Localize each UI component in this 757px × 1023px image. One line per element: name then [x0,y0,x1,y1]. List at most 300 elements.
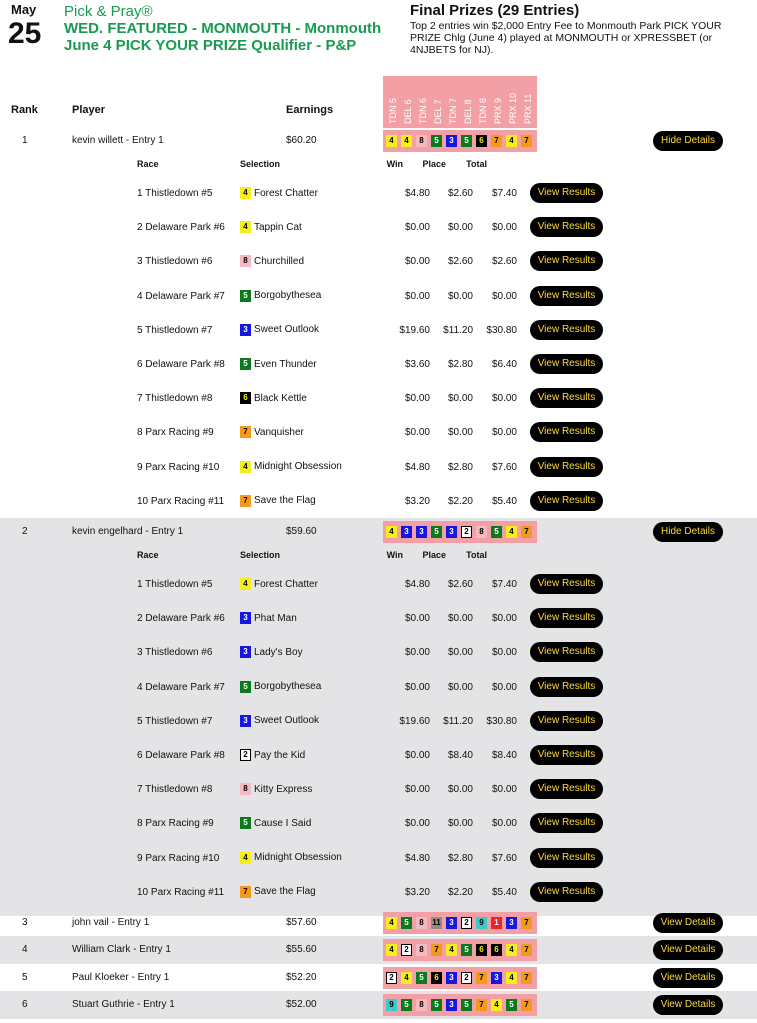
selection-strip [383,130,537,152]
view-results-button[interactable]: View Results [530,251,603,271]
prize-title: Final Prizes (29 Entries) [410,2,580,19]
view-results-button[interactable]: View Results [530,183,603,203]
win-value: $0.00 [404,393,430,405]
win-value: $3.60 [404,359,430,370]
view-results-button[interactable]: View Results [530,320,603,340]
horse-name: Forest Chatter [254,187,318,199]
selection [240,221,302,233]
horse-name: Lady's Boy [254,646,303,658]
pick-race-2: 4 [401,972,412,984]
total-value: $0.00 [491,818,517,830]
player-column-header: Player [72,104,106,116]
detail-header-win: Win [386,550,403,560]
place-value: $2.20 [447,886,473,898]
detail-header-win: Win [386,159,403,169]
pick-race-4: 6 [431,972,442,984]
selection [240,324,319,336]
pick-race-8: 4 [491,999,502,1011]
race-name: 1 Thistledown #5 [137,579,213,590]
pick-race-7: 8 [476,526,487,538]
selection-number: 5 [240,358,251,370]
hide-details-button[interactable]: Hide Details [653,131,723,151]
selection [240,392,307,404]
selection-number: 3 [240,715,251,727]
place-value: $8.40 [447,750,473,761]
win-value: $4.80 [404,579,430,590]
total-value: $0.00 [491,647,517,659]
place-value: $11.20 [443,715,473,727]
race-header-8 [491,76,506,128]
pick-race-9: 4 [506,135,517,147]
selection [240,358,317,370]
pick-race-3: 3 [416,526,427,538]
view-results-button[interactable]: View Results [530,745,603,765]
selection [240,495,316,507]
selection-strip [383,967,537,989]
pick-race-3: 8 [416,999,427,1011]
place-value: $0.00 [447,290,473,302]
race-name: 2 Delaware Park #6 [137,613,225,625]
win-value: $3.20 [404,886,430,898]
pick-race-9: 5 [506,999,517,1011]
rank-value: 5 [22,972,28,983]
player-name: kevin willett - Entry 1 [72,135,164,146]
selection [240,715,319,727]
player-name: john vail - Entry 1 [72,917,150,928]
view-results-button[interactable]: View Results [530,711,603,731]
pick-race-1: 2 [386,972,397,984]
total-value: $7.60 [491,852,517,864]
pick-race-4: 5 [431,999,442,1011]
place-value: $0.00 [447,613,473,625]
selection [240,578,318,590]
selection-number: 4 [240,187,251,199]
race-name: 7 Thistledown #8 [137,784,213,796]
detail-row [0,673,757,703]
view-results-button[interactable]: View Results [530,388,603,408]
selection [240,749,305,761]
place-value: $11.20 [443,324,473,336]
race-header-6 [461,76,476,128]
pick-race-7: 7 [476,999,487,1011]
total-value: $2.60 [491,256,517,268]
place-value: $2.80 [447,359,473,370]
pick-race-9: 4 [506,972,517,984]
selection-number: 4 [240,221,251,233]
earnings-value: $60.20 [286,135,317,146]
detail-header-total: Total [466,550,487,560]
race-name: 9 Parx Racing #10 [137,461,220,473]
race-header-4 [431,76,446,128]
pick-race-2: 2 [401,944,412,956]
selection-number: 5 [240,290,251,302]
pick-race-10: 7 [521,526,532,538]
race-header-label: TDN 5 [388,97,398,124]
horse-name: Black Kettle [254,392,307,404]
horse-name: Vanquisher [254,426,304,438]
earnings-value: $57.60 [286,917,317,928]
pick-race-2: 5 [401,917,412,929]
view-details-button[interactable]: View Details [653,968,723,988]
pick-race-6: 5 [461,944,472,956]
total-value: $30.80 [486,715,517,727]
total-value: $0.00 [491,393,517,405]
rank-value: 3 [22,917,28,928]
horse-name: Even Thunder [254,358,317,370]
race-name: 9 Parx Racing #10 [137,852,220,864]
detail-header-race: Race [137,550,159,560]
pick-race-6: 2 [461,917,472,929]
race-name: 8 Parx Racing #9 [137,818,214,830]
selection-number: 7 [240,495,251,507]
win-value: $0.00 [404,427,430,439]
selection [240,426,304,438]
race-name: 7 Thistledown #8 [137,393,213,405]
horse-name: Pay the Kid [254,749,306,761]
total-value: $8.40 [491,750,517,761]
leaderboard-row [0,936,757,964]
horse-name: Kitty Express [254,783,313,795]
pick-race-8: 7 [491,135,502,147]
detail-row [0,707,757,737]
horse-name: Churchilled [254,255,305,267]
view-results-button[interactable]: View Results [530,286,603,306]
hide-details-button[interactable]: Hide Details [653,522,723,542]
rank-value: 1 [22,135,28,146]
total-value: $7.40 [491,188,517,199]
date-day: 25 [8,17,42,50]
view-results-button[interactable]: View Results [530,217,603,237]
selection-number: 7 [240,426,251,438]
race-header-label: TDN 8 [478,97,488,124]
pick-race-8: 5 [491,526,502,538]
race-header-label: DEL 8 [463,99,473,124]
detail-row [0,844,757,874]
pick-race-7: 9 [476,917,487,929]
race-name: 3 Thistledown #6 [137,256,213,268]
pick-race-2: 4 [401,135,412,147]
race-header-10 [521,76,536,128]
horse-name: Phat Man [254,612,297,624]
place-value: $2.80 [447,852,473,864]
selection-number: 3 [240,612,251,624]
earnings-value: $52.20 [286,972,317,983]
race-header-9 [506,76,521,128]
pick-race-10: 7 [521,999,532,1011]
view-results-button[interactable]: View Results [530,422,603,442]
total-value: $5.40 [491,886,517,898]
view-results-button[interactable]: View Results [530,457,603,477]
race-name: 10 Parx Racing #11 [137,495,225,507]
pick-race-4: 5 [431,526,442,538]
detail-row [0,638,757,668]
selection [240,646,303,658]
selection-number: 3 [240,324,251,336]
player-name: William Clark - Entry 1 [72,944,171,955]
detail-row [0,878,757,908]
race-name: 6 Delaware Park #8 [137,750,225,761]
detail-row [0,213,757,243]
selection-number: 3 [240,646,251,658]
selection [240,612,297,624]
pick-race-8: 1 [491,917,502,929]
detail-row [0,741,757,771]
race-column-headers [383,76,537,128]
selection-number: 2 [240,749,251,761]
pick-race-2: 3 [401,526,412,538]
leaderboard-row [0,518,757,916]
win-value: $3.20 [404,495,430,507]
win-value: $0.00 [404,750,430,761]
selection-strip [383,521,537,543]
view-results-button[interactable]: View Results [530,779,603,799]
selection [240,681,321,693]
pick-race-3: 8 [416,135,427,147]
view-results-button[interactable]: View Results [530,882,603,902]
race-name: 5 Thistledown #7 [137,715,213,727]
view-details-button[interactable]: View Details [653,913,723,933]
detail-row [0,350,757,380]
selection [240,852,342,864]
detail-row [0,487,757,517]
win-value: $0.00 [404,290,430,302]
total-value: $0.00 [491,681,517,693]
win-value: $19.60 [399,715,430,727]
total-value: $0.00 [491,784,517,796]
player-name: kevin engelhard - Entry 1 [72,526,184,537]
race-name: 10 Parx Racing #11 [137,886,225,898]
selection-number: 5 [240,817,251,829]
leaderboard-row [0,964,757,991]
place-value: $0.00 [447,427,473,439]
selection-number: 8 [240,255,251,267]
rank-value: 4 [22,944,28,955]
race-name: 4 Delaware Park #7 [137,290,225,302]
total-value: $0.00 [491,222,517,234]
pick-race-1: 9 [386,999,397,1011]
selection [240,461,342,473]
place-value: $2.60 [447,579,473,590]
horse-name: Borgobythesea [254,681,322,693]
view-details-button[interactable]: View Details [653,940,723,960]
race-header-label: PRX 9 [493,97,503,124]
win-value: $0.00 [404,681,430,693]
selection-number: 8 [240,783,251,795]
win-value: $0.00 [404,647,430,659]
player-name: Stuart Guthrie - Entry 1 [72,999,175,1010]
pick-race-1: 4 [386,526,397,538]
total-value: $5.40 [491,495,517,507]
pick-race-5: 3 [446,135,457,147]
pick-race-9: 4 [506,526,517,538]
rank-value: 6 [22,999,28,1010]
selection-number: 6 [240,392,251,404]
place-value: $0.00 [447,222,473,234]
selection-strip [383,994,537,1016]
race-name: 6 Delaware Park #8 [137,359,225,370]
horse-name: Cause I Said [254,817,312,829]
view-results-button[interactable]: View Results [530,677,603,697]
earnings-value: $55.60 [286,944,317,955]
place-value: $0.00 [447,647,473,659]
detail-row [0,604,757,634]
pick-race-3: 8 [416,917,427,929]
total-value: $30.80 [486,324,517,336]
detail-header-race: Race [137,159,159,169]
race-header-2 [401,76,416,128]
detail-row [0,809,757,839]
pick-race-5: 4 [446,944,457,956]
prize-description: Top 2 entries win $2,000 Entry Fee to Monmouth Park PICK YOUR PRIZE Chlg (June 4) played at MONMOUTH or XPRESSBET (or 4NJBETS for NJ). [410,20,722,56]
pick-race-6: 5 [461,135,472,147]
detail-row [0,179,757,209]
player-name: Paul Kloeker - Entry 1 [72,972,170,983]
pick-race-8: 6 [491,944,502,956]
detail-row [0,418,757,448]
race-header-label: DEL 7 [433,99,443,124]
race-header-3 [416,76,431,128]
race-header-7 [476,76,491,128]
pick-race-4: 11 [432,918,441,927]
pick-race-10: 7 [521,972,532,984]
view-results-button[interactable]: View Results [530,574,603,594]
pick-race-5: 3 [446,972,457,984]
view-results-button[interactable]: View Results [530,491,603,511]
total-value: $7.60 [491,461,517,473]
race-header-label: PRX 11 [523,93,533,124]
detail-row [0,775,757,805]
win-value: $19.60 [399,324,430,336]
contest-brand: Pick & Pray® [64,3,153,20]
selection [240,255,304,267]
view-results-button[interactable]: View Results [530,813,603,833]
pick-race-7: 7 [476,972,487,984]
detail-row [0,247,757,277]
place-value: $0.00 [447,818,473,830]
race-name: 1 Thistledown #5 [137,188,213,199]
rank-value: 2 [22,526,28,537]
detail-header-place: Place [422,159,446,169]
race-header-label: DEL 6 [403,99,413,124]
pick-race-3: 8 [416,944,427,956]
pick-race-5: 3 [446,526,457,538]
detail-row [0,384,757,414]
place-value: $0.00 [447,784,473,796]
horse-name: Tappin Cat [254,221,302,233]
selection [240,886,316,898]
total-value: $7.40 [491,579,517,590]
pick-race-10: 7 [521,944,532,956]
pick-race-7: 6 [476,944,487,956]
win-value: $0.00 [404,784,430,796]
pick-race-6: 2 [461,526,472,538]
pick-race-3: 5 [416,972,427,984]
pick-race-9: 3 [506,917,517,929]
race-name: 5 Thistledown #7 [137,324,213,336]
earnings-column-header: Earnings [286,104,334,116]
win-value: $0.00 [404,613,430,625]
contest-title: WED. FEATURED - MONMOUTH - Monmouth June 4 PICK YOUR PRIZE Qualifier - P&P [64,20,382,54]
horse-name: Sweet Outlook [254,324,320,336]
selection-number: 5 [240,681,251,693]
selection [240,187,318,199]
race-name: 8 Parx Racing #9 [137,427,214,439]
selection-number: 7 [240,886,251,898]
horse-name: Sweet Outlook [254,715,320,727]
pick-race-5: 3 [446,917,457,929]
total-value: $0.00 [491,290,517,302]
selection-strip [383,939,537,961]
pick-race-7: 6 [476,135,487,147]
place-value: $2.20 [447,495,473,507]
detail-row [0,282,757,312]
place-value: $2.60 [447,188,473,199]
selection [240,290,321,302]
view-details-button[interactable]: View Details [653,995,723,1015]
win-value: $0.00 [404,818,430,830]
date-month: May [11,2,37,17]
detail-header-place: Place [422,550,446,560]
detail-header-total: Total [466,159,487,169]
place-value: $2.80 [447,461,473,473]
view-results-button[interactable]: View Results [530,642,603,662]
horse-name: Borgobythesea [254,290,322,302]
total-value: $0.00 [491,613,517,625]
rank-column-header: Rank [11,104,38,116]
leaderboard-row [0,910,757,936]
pick-race-4: 5 [431,135,442,147]
pick-race-2: 5 [401,999,412,1011]
detail-row [0,570,757,600]
view-results-button[interactable]: View Results [530,848,603,868]
place-value: $0.00 [447,393,473,405]
horse-name: Midnight Obsession [254,852,342,864]
horse-name: Save the Flag [254,886,316,898]
race-name: 4 Delaware Park #7 [137,681,225,693]
horse-name: Forest Chatter [254,578,318,590]
horse-name: Save the Flag [254,495,316,507]
win-value: $4.80 [404,188,430,199]
view-results-button[interactable]: View Results [530,608,603,628]
win-value: $4.80 [404,852,430,864]
leaderboard-row [0,991,757,1019]
selection [240,783,312,795]
total-value: $0.00 [491,427,517,439]
selection-strip [383,912,537,934]
pick-race-6: 5 [461,999,472,1011]
pick-race-4: 7 [431,944,442,956]
place-value: $0.00 [447,681,473,693]
earnings-value: $52.00 [286,999,317,1010]
selection [240,817,311,829]
pick-race-8: 3 [491,972,502,984]
race-header-label: TDN 7 [448,97,458,124]
pick-race-10: 7 [521,917,532,929]
win-value: $0.00 [404,256,430,268]
race-header-5 [446,76,461,128]
selection-number: 4 [240,852,251,864]
place-value: $2.60 [447,256,473,268]
detail-header-selection: Selection [240,159,281,169]
detail-row [0,453,757,483]
pick-race-5: 3 [446,999,457,1011]
earnings-value: $59.60 [286,526,317,537]
pick-race-1: 4 [386,917,397,929]
total-value: $6.40 [491,359,517,370]
view-results-button[interactable]: View Results [530,354,603,374]
detail-header-selection: Selection [240,550,281,560]
pick-race-6: 2 [461,972,472,984]
